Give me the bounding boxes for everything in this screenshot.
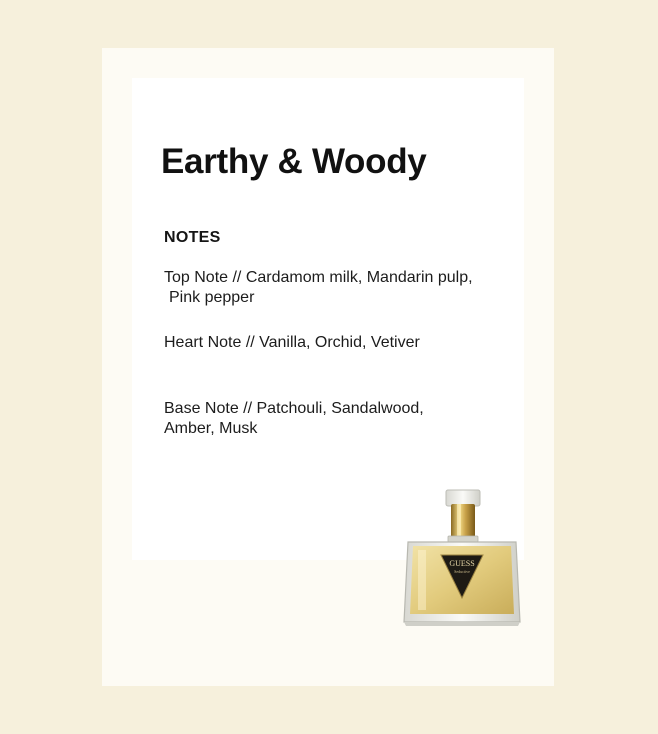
page-title: Earthy & Woody [161, 142, 427, 181]
base-note-line-continued: Amber, Musk [164, 420, 258, 437]
bottle-brand-text: GUESS [449, 559, 475, 568]
bottle-sublabel-text: Seductive [454, 569, 470, 574]
notes-heading: NOTES [164, 229, 221, 246]
heart-note-line: Heart Note // Vanilla, Orchid, Vetiver [164, 334, 420, 351]
base-note-line: Base Note // Patchouli, Sandalwood, [164, 400, 424, 417]
top-note-line: Top Note // Cardamom milk, Mandarin pulp, [164, 269, 473, 286]
top-note-line-continued: Pink pepper [169, 289, 255, 306]
perfume-bottle-icon [402, 488, 522, 628]
perfume-bottle-image [402, 488, 522, 628]
